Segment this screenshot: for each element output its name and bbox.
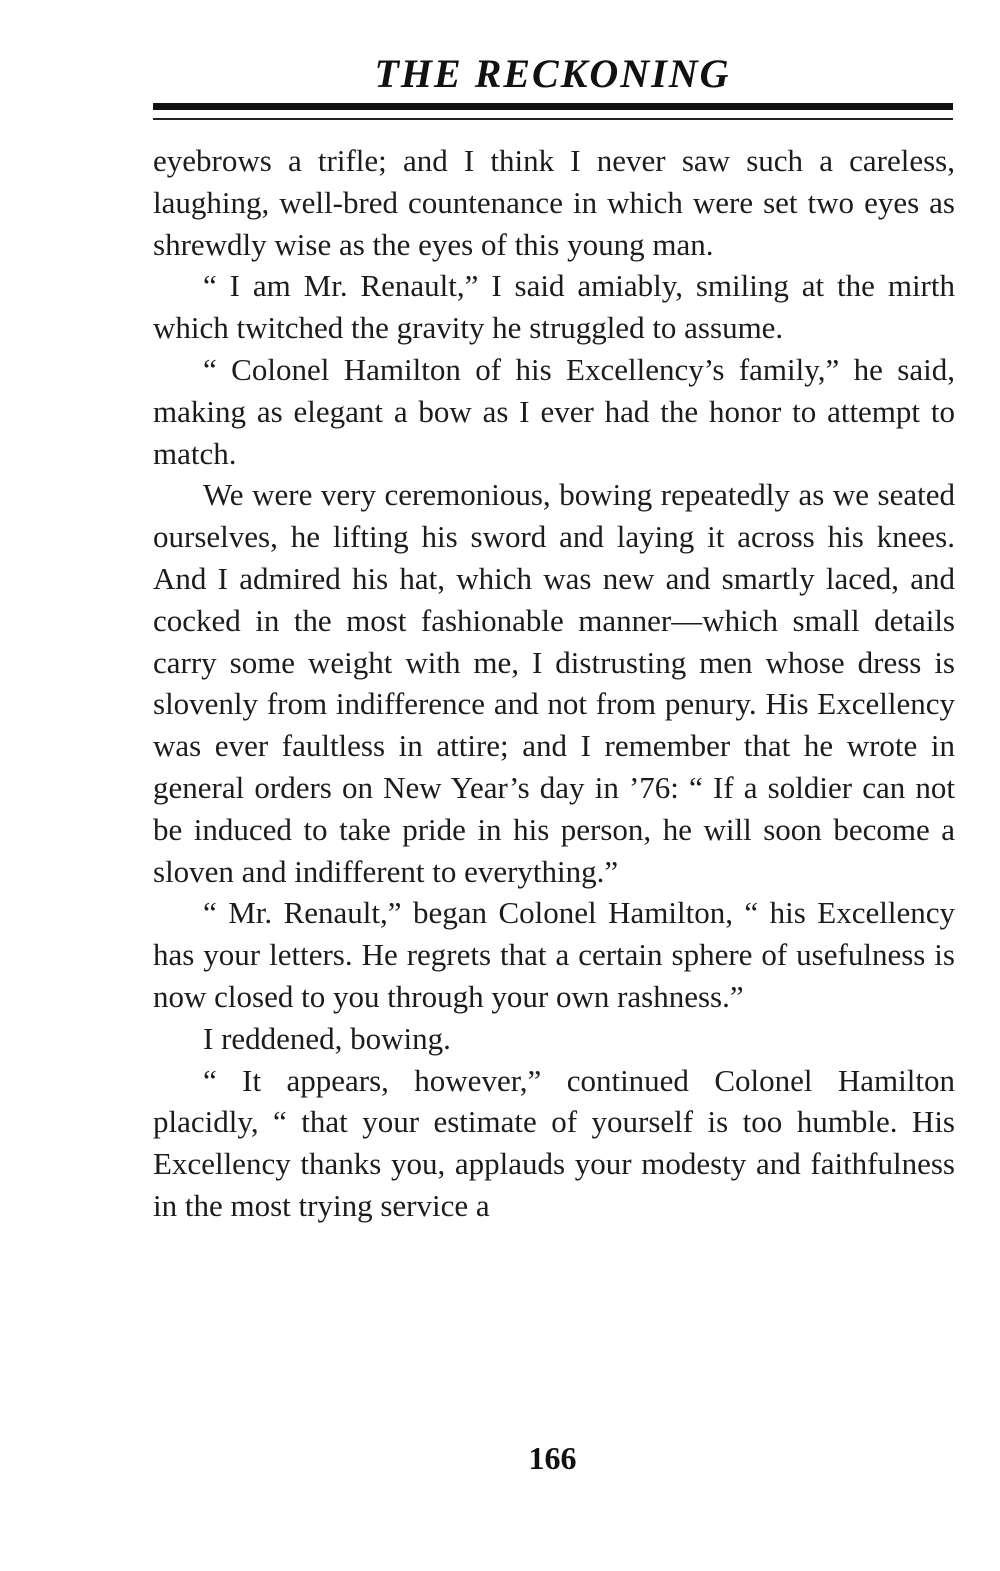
paragraph-3: “ Colonel Hamilton of his Excellency’s family,” he said, making as elegant a bow as I ever had the honor to attempt to match.: [153, 351, 955, 471]
paragraph-6: I reddened, bowing.: [203, 1020, 451, 1056]
paragraph-4: We were very ceremonious, bowing repeatedly as we seated ourselves, he lifting his sword and laying it across his knees. And I admired his hat, which was new and smartly laced, and cocked in the most fashionable manner—which small details carry some weight with me, I distrusting men whose dress is slovenly from indifference and not from penury. His Excellency was ever faultless in attire; and I remember that he wrote in general orders on New Year’s day in ’76: “ If a soldier can not be induced to take pride in his person, he will soon become a sloven and indifferent to everything.”: [153, 477, 955, 889]
paragraph-1: eyebrows a trifle; and I think I never saw such a careless, laughing, well-bred countenance in which were set two eyes as shrewdly wise as the eyes of this young man.: [153, 143, 955, 262]
paragraph-7: “ It appears, however,” continued Colonel Hamilton placidly, “ that your estimate of yourself is too humble. His Excellency thanks you, applauds your modesty and faithfulness in the most trying service a: [153, 1062, 955, 1223]
body-text: [153, 140, 955, 1227]
header-rule-thick: [153, 103, 953, 110]
header-rule-thin: [153, 118, 953, 120]
running-head-title: THE RECKONING: [374, 51, 731, 96]
paragraph-2: “ I am Mr. Renault,” I said amiably, smiling at the mirth which twitched the gravity he struggled to assume.: [153, 268, 955, 346]
paragraph-5: “ Mr. Renault,” began Colonel Hamilton, “ his Excellency has your letters. He regrets that a certain sphere of usefulness is now closed to you through your own rashness.”: [153, 895, 955, 1014]
page-number: 166: [528, 1440, 577, 1476]
